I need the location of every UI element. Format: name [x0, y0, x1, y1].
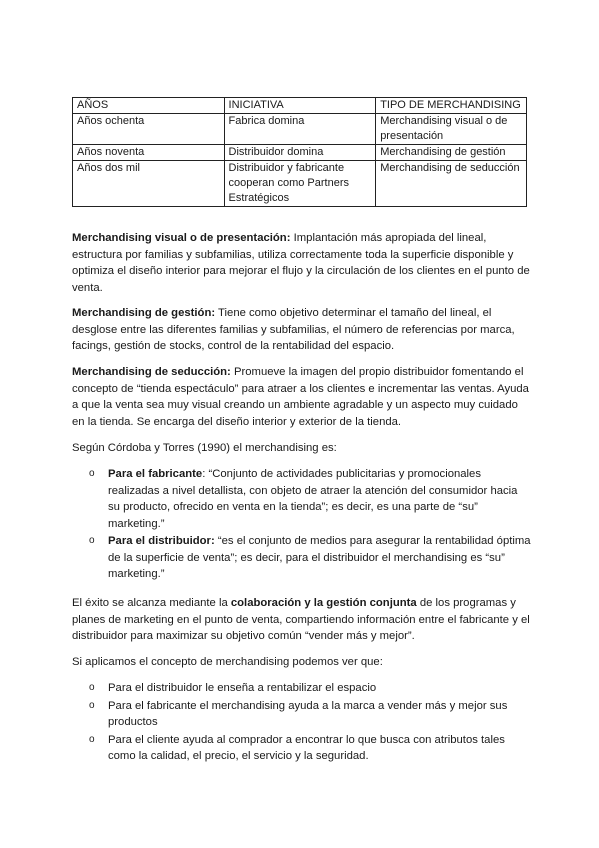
table-cell: Merchandising visual o de presentación: [376, 114, 527, 145]
list-item: [72, 698, 532, 731]
table-row: [73, 145, 527, 161]
list-item: [72, 466, 532, 532]
table-cell: Distribuidor y fabricante cooperan como Partners Estratégicos: [224, 161, 376, 207]
paragraph-gestion-merchandising: [72, 305, 532, 355]
table-cell: Años ochenta: [73, 114, 225, 145]
paragraph-segun: Según Córdoba y Torres (1990) el merchandising es:: [72, 442, 337, 454]
table-cell: Merchandising de seducción: [376, 161, 527, 207]
bullet-marker: o: [89, 699, 95, 711]
merchandising-history-table: [72, 97, 527, 207]
definition-body: “es el conjunto de medios para asegurar la rentabilidad óptima de la superficie de venta”; es decir, para el distribuidor el merchandising es “su” marketing.”: [108, 535, 531, 580]
definition-body: : “Conjunto de actividades publicitarias y promocionales realizadas a nivel detallista, con objeto de atraer la atención del consumidor hacia su producto, ofrecido en venta en la tienda”; es decir, es una parte de “su” marketing.”: [108, 468, 518, 530]
term-gestion: Merchandising de gestión:: [72, 307, 216, 319]
list-item: [72, 732, 532, 765]
exito-bold-text: colaboración y la gestión conjunta: [230, 597, 417, 609]
table-cell: Distribuidor domina: [224, 145, 376, 161]
exito-text-after: de los programas y planes de marketing en el punto de venta, compartiendo información entre el fabricante y el distribuidor para maximizar su objetivo común “vender más y mejor”.: [72, 597, 530, 642]
application-text: Para el fabricante el merchandising ayuda a la marca a vender más y mejor sus productos: [108, 699, 508, 728]
definitions-list: [72, 466, 532, 584]
definition-gestion: Tiene como objetivo determinar el tamaño del lineal, el desglose entre las diferentes familias y subfamilias, el número de referencias por marca, facings, gestión de stocks, control de la rentabilidad del espacio.: [72, 307, 515, 352]
definition-visual: Implantación más apropiada del lineal, estructura por familias y subfamilias, utiliza correctamente toda la superficie disponible y optimiza el diseño interior para mejorar el flujo y la circulación de los clientes en el punto de venta.: [72, 232, 530, 294]
table-cell: Fabrica domina: [224, 114, 376, 145]
table-header-cell: INICIATIVA: [224, 98, 376, 114]
paragraph-visual-merchandising: [72, 230, 532, 296]
bullet-marker: o: [89, 682, 95, 693]
paragraph-exito: [72, 595, 532, 645]
table-header-cell: AÑOS: [73, 98, 225, 114]
list-item: [72, 533, 532, 583]
bullet-marker: o: [89, 535, 95, 546]
application-text: Para el cliente ayuda al comprador a encontrar lo que busca con atributos tales como la calidad, el precio, el servicio y la seguridad.: [108, 733, 505, 762]
definition-term: Para el fabricante: [108, 468, 203, 480]
table-cell: Merchandising de gestión: [376, 145, 527, 161]
bullet-marker: o: [89, 468, 95, 479]
exito-text-before: El éxito se alcanza mediante la: [72, 597, 231, 609]
bullet-marker: o: [89, 733, 95, 745]
term-visual: Merchandising visual o de presentación:: [72, 232, 291, 244]
application-text: Para el distribuidor le enseña a rentabilizar el espacio: [108, 682, 377, 694]
table-row: [73, 161, 527, 207]
table-cell: Años noventa: [73, 145, 225, 161]
paragraph-si-aplicamos: Si aplicamos el concepto de merchandising podemos ver que:: [72, 656, 383, 668]
table-header-cell: TIPO DE MERCHANDISING: [376, 98, 527, 114]
definition-term: Para el distribuidor:: [108, 535, 215, 547]
table-header-row: [73, 98, 527, 114]
term-seduccion: Merchandising de seducción:: [72, 366, 231, 378]
applications-list: [72, 680, 532, 766]
paragraph-seduccion-merchandising: [72, 364, 532, 430]
table-cell: Años dos mil: [73, 161, 225, 207]
list-item: [72, 680, 532, 697]
table-row: [73, 114, 527, 145]
definition-seduccion: Promueve la imagen del propio distribuidor fomentando el concepto de “tienda espectáculo” para atraer a los clientes e incrementar las ventas. Ayuda a que la venta sea muy visual creando un ambiente agradable y un aspecto muy cuidado en la tienda. Se encarga del diseño interior y exterior de la tienda.: [72, 366, 529, 428]
